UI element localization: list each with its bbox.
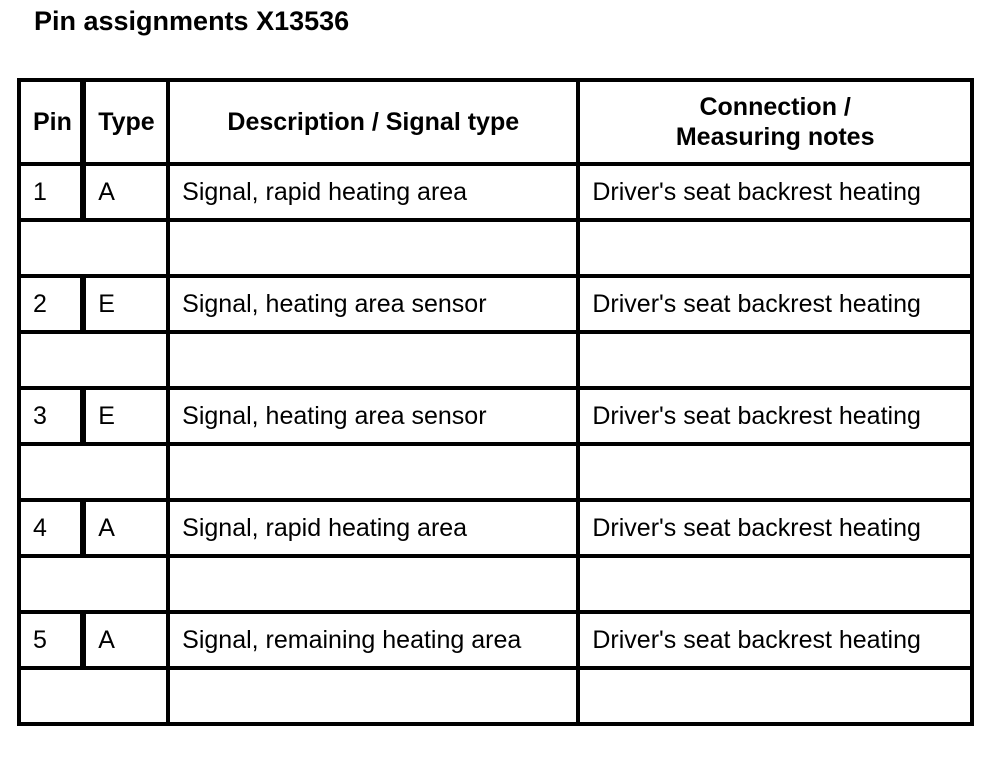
cell-connection: Driver's seat backrest heating bbox=[578, 612, 972, 668]
spacer-cell bbox=[578, 332, 972, 388]
cell-pin: 5 bbox=[19, 612, 83, 668]
header-connection-line1: Connection / bbox=[699, 93, 851, 121]
cell-pin: 3 bbox=[19, 388, 83, 444]
cell-type: A bbox=[83, 164, 168, 220]
cell-connection: Driver's seat backrest heating bbox=[578, 164, 972, 220]
cell-connection: Driver's seat backrest heating bbox=[578, 388, 972, 444]
spacer-cell bbox=[168, 220, 578, 276]
spacer-cell bbox=[578, 556, 972, 612]
cell-description: Signal, heating area sensor bbox=[168, 388, 578, 444]
cell-pin: 1 bbox=[19, 164, 83, 220]
spacer-row bbox=[19, 444, 972, 500]
table-row bbox=[19, 164, 972, 220]
cell-description: Signal, remaining heating area bbox=[168, 612, 578, 668]
spacer-cell bbox=[168, 444, 578, 500]
spacer-cell bbox=[19, 220, 168, 276]
spacer-cell bbox=[578, 220, 972, 276]
spacer-row bbox=[19, 332, 972, 388]
spacer-cell bbox=[168, 332, 578, 388]
header-connection bbox=[578, 80, 972, 164]
cell-pin: 4 bbox=[19, 500, 83, 556]
spacer-cell bbox=[578, 668, 972, 724]
spacer-cell bbox=[168, 556, 578, 612]
spacer-cell bbox=[19, 444, 168, 500]
cell-connection: Driver's seat backrest heating bbox=[578, 500, 972, 556]
pin-assignment-table bbox=[17, 78, 974, 726]
header-row bbox=[19, 80, 972, 164]
spacer-row bbox=[19, 668, 972, 724]
cell-description: Signal, heating area sensor bbox=[168, 276, 578, 332]
header-type: Type bbox=[83, 80, 168, 164]
cell-type: E bbox=[83, 388, 168, 444]
cell-type: A bbox=[83, 500, 168, 556]
cell-pin: 2 bbox=[19, 276, 83, 332]
header-description: Description / Signal type bbox=[168, 80, 578, 164]
spacer-cell bbox=[19, 556, 168, 612]
cell-type: E bbox=[83, 276, 168, 332]
spacer-row bbox=[19, 220, 972, 276]
table-row bbox=[19, 612, 972, 668]
spacer-row bbox=[19, 556, 972, 612]
table-row bbox=[19, 276, 972, 332]
spacer-cell bbox=[19, 668, 168, 724]
spacer-cell bbox=[19, 332, 168, 388]
spacer-cell bbox=[578, 444, 972, 500]
spacer-cell bbox=[168, 668, 578, 724]
table-row bbox=[19, 500, 972, 556]
table-row bbox=[19, 388, 972, 444]
cell-description: Signal, rapid heating area bbox=[168, 164, 578, 220]
page-title: Pin assignments X13536 bbox=[34, 6, 350, 36]
cell-connection: Driver's seat backrest heating bbox=[578, 276, 972, 332]
cell-type: A bbox=[83, 612, 168, 668]
header-pin: Pin bbox=[19, 80, 83, 164]
header-connection-line2: Measuring notes bbox=[675, 123, 875, 151]
cell-description: Signal, rapid heating area bbox=[168, 500, 578, 556]
